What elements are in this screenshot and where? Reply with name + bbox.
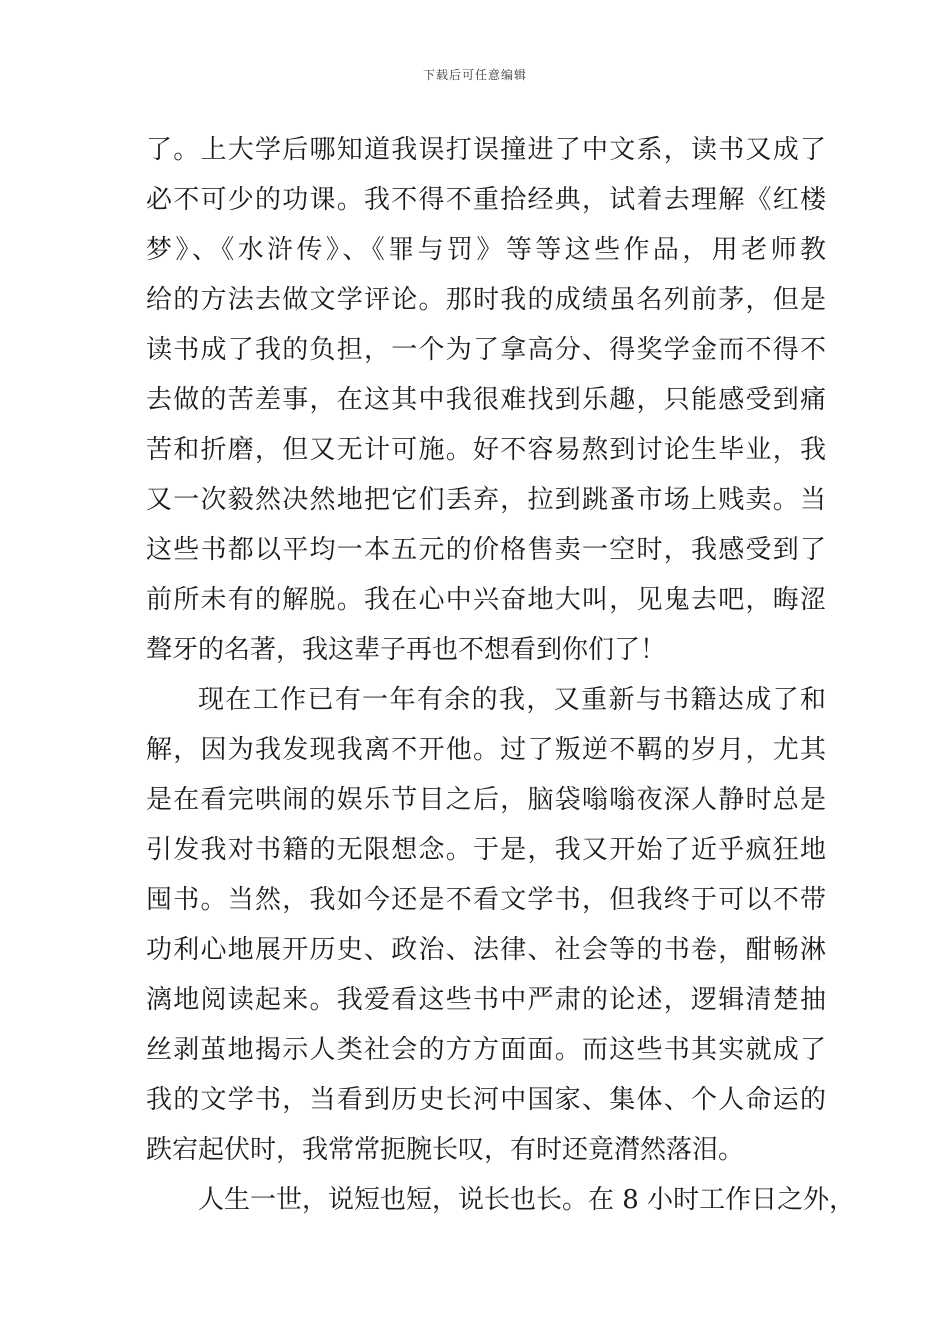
text-line: 给的方法去做文学评论。那时我的成绩虽名列前茅，但是 (146, 285, 826, 315)
text-line: 是在看完哄闹的娱乐节目之后，脑袋嗡嗡夜深人静时总是 (146, 785, 826, 815)
text-line: 囤书。当然，我如今还是不看文学书，但我终于可以不带 (146, 885, 826, 915)
text-line: 我的文学书，当看到历史长河中国家、集体、个人命运的 (146, 1085, 826, 1115)
page-header: 下载后可任意编辑 (422, 68, 527, 82)
text-line: 现在工作已有一年有余的我，又重新与书籍达成了和 (198, 685, 826, 715)
text-line: 引发我对书籍的无限想念。于是，我又开始了近乎疯狂地 (146, 835, 826, 865)
text-line: 漓地阅读起来。我爱看这些书中严肃的论述，逻辑清楚抽 (146, 985, 826, 1015)
text-line: 梦》、《水浒传》、《罪与罚》等等这些作品，用老师教 (146, 235, 826, 265)
text-line: 聱牙的名著，我这辈子再也不想看到你们了！ (146, 635, 667, 665)
text-line: 去做的苦差事，在这其中我很难找到乐趣，只能感受到痛 (146, 385, 826, 415)
text-line: 又一次毅然决然地把它们丢弃，拉到跳蚤市场上贱卖。当 (146, 485, 826, 515)
text-line: 读书成了我的负担，一个为了拿高分、得奖学金而不得不 (146, 335, 826, 365)
text-line: 前所未有的解脱。我在心中兴奋地大叫，见鬼去吧，晦涩 (146, 585, 826, 615)
text-line: 功利心地展开历史、政治、法律、社会等的书卷，酣畅淋 (146, 935, 826, 965)
text-line: 了。上大学后哪知道我误打误撞进了中文系，读书又成了 (146, 135, 826, 165)
text-line: 苦和折磨，但又无计可施。好不容易熬到讨论生毕业，我 (146, 435, 826, 465)
text-line: 这些书都以平均一本五元的价格售卖一空时，我感受到了 (146, 535, 826, 565)
body-text (146, 125, 856, 1225)
text-line: 人生一世，说短也短，说长也长。在 8 小时工作日之外， (198, 1185, 856, 1215)
text-line: 必不可少的功课。我不得不重拾经典，试着去理解《红楼 (146, 185, 826, 215)
text-line: 丝剥茧地揭示人类社会的方方面面。而这些书其实就成了 (146, 1035, 826, 1065)
text-line: 解，因为我发现我离不开他。过了叛逆不羁的岁月，尤其 (146, 735, 826, 765)
text-line: 跌宕起伏时，我常常扼腕长叹，有时还竟潸然落泪。 (146, 1135, 745, 1165)
